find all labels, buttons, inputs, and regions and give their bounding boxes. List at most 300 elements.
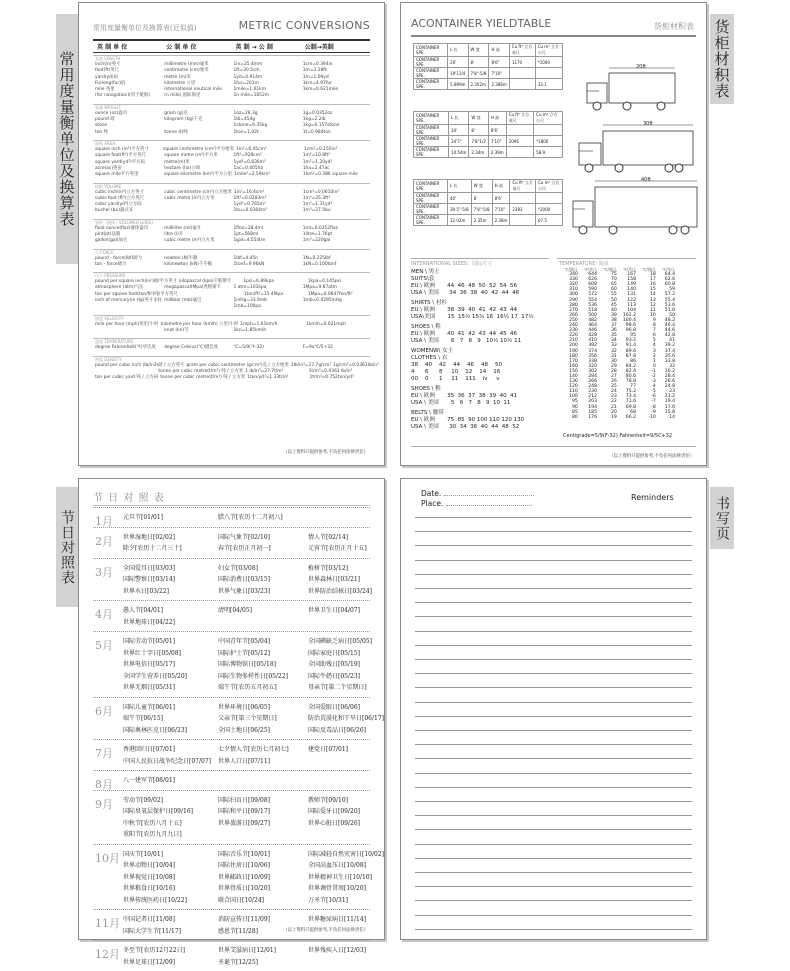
- metric-cell: 1ac=0.405ha: [233, 165, 264, 171]
- holiday-entry: 母亲节[第二个星期日]: [308, 684, 367, 691]
- temp-cell: 39.2: [664, 343, 675, 349]
- size-block: [411, 324, 551, 345]
- metric-cell: tonne per cubic metre(t/m³) 吨 / 立方米: [160, 375, 246, 381]
- temp-cell: 104: [627, 307, 636, 313]
- yield-value-cell: 33.1: [535, 79, 562, 90]
- metric-section-label: 面积 AREA: [95, 141, 116, 146]
- temp-rule: [557, 258, 696, 259]
- temp-cell: 500: [588, 312, 597, 318]
- holiday-entry: 国际反毒品日[06/26]: [308, 726, 366, 734]
- temp-cell: 310: [569, 287, 578, 293]
- yield-size-cell: 2.35m: [471, 215, 492, 226]
- temp-cell: 536: [588, 302, 597, 308]
- temp-cell: 95: [571, 399, 578, 405]
- writing-line: [415, 915, 692, 916]
- metric-cell: knot (kn)节: [164, 327, 189, 333]
- temp-cell: 482: [588, 317, 597, 323]
- metric-cell: bushel (bu)蒲式耳: [95, 208, 134, 214]
- temp-cell: 10: [649, 312, 656, 318]
- temp-cell: 140: [569, 373, 578, 379]
- holiday-column: [123, 512, 163, 524]
- metric-cell: ton per square foot(ton/ft²)吨/平方英尺: [95, 291, 178, 297]
- metric-cell: degree Fahrenheit(℉)华氏度: [95, 345, 156, 351]
- size-line-values: EU \ 欧洲 75 85 90 100 110 120 130: [411, 417, 525, 423]
- size-line-values: EU \ 欧洲 38 39 40 41 42 43 44: [411, 307, 518, 313]
- yield-header-cell: Cu m³ 立方公尺: [535, 44, 562, 57]
- temp-cell: 8: [652, 323, 656, 329]
- yield-size-cell: 7'8"-5/8: [468, 68, 489, 79]
- temp-cell: 60.8: [664, 282, 675, 288]
- sizes-title: INTERNATIONAL SIZES：国际尺寸: [411, 261, 493, 267]
- temp-cell: 113: [627, 302, 636, 308]
- yield-header-cell: Cu ft³ 立方英尺: [506, 112, 533, 125]
- yield-row-label: CONTAINER SPE.: [414, 215, 448, 226]
- holiday-column: [218, 512, 283, 524]
- yield-header-cell: Cu ft³ 立方英尺: [509, 44, 535, 57]
- tab-container: [710, 14, 734, 104]
- writing-line: [415, 716, 692, 717]
- metric-cell: pint(pt)品脱: [95, 231, 121, 237]
- holiday-footnote: （以上资料只提供参考,不负任何法律责任）: [283, 928, 368, 933]
- yield-size-cell: 2.386m: [489, 79, 509, 90]
- writing-line: [415, 616, 692, 617]
- yield-size-cell: 8'6': [488, 125, 506, 136]
- holiday-title-rule: [93, 505, 370, 506]
- temp-cell: 110: [569, 389, 578, 395]
- metric-cell: pound per cubic inch (lb/in3)磅 / 立方英寸: [95, 362, 185, 368]
- metric-row: [93, 130, 370, 136]
- holiday-entry: 感恩节[11/28]: [218, 927, 258, 935]
- holiday-entry: 国际和平日[09/17]: [218, 808, 270, 815]
- writing-line: [415, 829, 692, 830]
- holiday-column: [308, 914, 366, 926]
- truck-20ft: [587, 64, 675, 110]
- yield-size-cell: 34'7": [449, 136, 469, 147]
- temp-cell: 21.2: [664, 394, 675, 400]
- yield-size-cell: 8'6": [489, 57, 509, 68]
- metric-cell: 1ft³=0.0283m³: [233, 195, 267, 201]
- metric-cell: 1litre=1.76pt: [302, 231, 333, 237]
- tab-container-label: 货柜材积表: [712, 19, 731, 99]
- temp-cell: 464: [588, 323, 597, 329]
- metric-cell: 1oz=28.3g: [233, 110, 258, 116]
- container-title-rule: [411, 35, 696, 37]
- size-block: [411, 348, 551, 383]
- temp-cell: 320: [569, 282, 578, 288]
- temp-cell: 194: [588, 404, 597, 410]
- metric-header: 公制→英制: [304, 44, 334, 51]
- writing-line: [415, 758, 692, 759]
- holiday-month: [93, 770, 370, 790]
- temp-cell: 64.4: [664, 272, 675, 278]
- temp-cell: 180: [569, 353, 578, 359]
- temp-cell: 30.2: [664, 368, 675, 374]
- temp-cell: 19: [610, 414, 617, 420]
- temp-cell: 50: [610, 297, 617, 303]
- metric-cell: [301, 304, 370, 310]
- temp-cell: 572: [588, 292, 597, 298]
- temp-cell: 122: [627, 297, 636, 303]
- metric-section-label: 温度 TEMPERATURE: [95, 339, 134, 345]
- temp-cell: 32: [610, 348, 617, 354]
- temp-cell: 78.8: [625, 379, 636, 385]
- metric-cell: 1km/h=0.621mph: [306, 321, 347, 327]
- temp-cell: 18: [649, 272, 656, 278]
- temp-cell: 53.6: [664, 302, 675, 308]
- size-sub: CLOTHES \ 衣: [411, 355, 448, 361]
- metric-cell: 1in=25.4mm: [233, 62, 263, 67]
- tab-metric-label: 常用度量衡单位及换算表: [57, 51, 76, 227]
- holiday-entry: 世界气象日[03/23]: [218, 587, 270, 595]
- metric-header-row: [93, 39, 370, 53]
- holiday-entry: 世界旅游日[09/27]: [218, 819, 270, 827]
- writing-line: [415, 687, 692, 688]
- metric-cell: 1Mpa=0.0647ton/ft²: [307, 291, 353, 297]
- writing-page: [400, 478, 707, 940]
- yield-size-cell: 39.5"-5/8: [448, 204, 472, 215]
- temp-cell: 7: [652, 328, 656, 334]
- metric-cell: 1kn=1.85km/h: [233, 327, 267, 333]
- temp-cell: 96.8: [625, 328, 636, 334]
- holiday-column: [123, 636, 187, 694]
- temp-cell: -5: [651, 389, 656, 395]
- temp-cell: 87.8: [625, 353, 636, 359]
- metric-page: [78, 2, 385, 466]
- yield-header-row: [414, 44, 563, 57]
- metric-cell: 1N=0.225lbf: [302, 255, 331, 261]
- temp-cell: 230: [588, 389, 597, 395]
- metric-cell: 1floz=28.4ml: [233, 225, 264, 231]
- temp-cell: 32: [669, 363, 675, 369]
- temp-cell: 131: [627, 292, 636, 298]
- metric-cell: tonne (t)吨: [164, 129, 188, 135]
- yield-value-cell: [506, 147, 533, 158]
- place-text: Place.: [421, 499, 444, 508]
- yield-header-row: [414, 180, 563, 193]
- temp-cell: 302: [588, 368, 597, 374]
- yield-row: [414, 193, 563, 204]
- yield-size-cell: 12.02m: [448, 215, 472, 226]
- metric-cell: atmosphere (atm)气压: [95, 285, 144, 291]
- yield-size-cell: 2.34m: [469, 147, 488, 158]
- metric-row: [93, 328, 370, 334]
- size-head: MEN \ 男士: [411, 269, 440, 275]
- tab-writing-label: 书写页: [714, 495, 730, 541]
- metric-cell: 1kN=0.100tonf: [302, 261, 337, 267]
- truck-30ft-label: 30ft: [643, 121, 653, 127]
- metric-section: [93, 315, 370, 335]
- metric-section-label: 力 FORCE: [95, 249, 114, 255]
- metric-cell: cubic metre (m³)立方米: [164, 195, 215, 201]
- yield-value-cell: [534, 125, 563, 136]
- metric-cell: international nautical mile: [164, 87, 222, 93]
- temp-cell: 19.4: [664, 399, 675, 405]
- holiday-entry: 世界地球日[04/22]: [123, 618, 175, 626]
- writing-line: [415, 886, 692, 887]
- size-block: [411, 300, 551, 321]
- holiday-entry: 世界视觉日[10/08]: [123, 873, 175, 881]
- holiday-entry: 国际生物多样性日[05/22]: [218, 672, 288, 680]
- holiday-month-label: 9月: [95, 797, 113, 811]
- holiday-column: [218, 849, 270, 907]
- holiday-entry: 端午节[06/15]: [123, 715, 163, 722]
- yield-size-cell: 30': [449, 125, 469, 136]
- yield-row-label: CONTAINER SPE.: [414, 68, 448, 79]
- metric-cell: 1tonf=9.96kN: [233, 261, 265, 267]
- holiday-entry: 世界残疾人日[12/03]: [308, 947, 366, 954]
- metric-cell: square yard(yd²)平方码: [95, 159, 145, 165]
- holiday-entry: 世界环境日[06/05]: [218, 703, 270, 711]
- yield-header-cell: W 宽: [469, 112, 488, 125]
- temp-header-cell: ℉/华氏: [622, 267, 636, 272]
- temp-title: TEMPERATURE: 温度: [559, 261, 609, 267]
- truck-20ft-label: 20ft: [636, 64, 646, 70]
- temp-cell: 176: [588, 414, 597, 420]
- temp-cell: 86: [630, 358, 636, 364]
- temp-cell: 248: [588, 384, 597, 390]
- temp-cell: 102.2: [622, 312, 636, 318]
- metric-cell: millilitre (ml)毫升: [164, 225, 202, 231]
- metric-cell: acre(ac)英亩: [95, 165, 122, 171]
- temp-cell: 203: [588, 399, 597, 405]
- metric-cell: kilometre per hour (km/h) 公里/小时: [160, 321, 239, 327]
- holiday-column: [308, 849, 384, 907]
- temp-cell: 70: [610, 277, 617, 283]
- metric-cell: 1gal=4.55litre: [233, 238, 266, 244]
- yield-value-cell: 58.9: [534, 147, 563, 158]
- temp-cell: 290: [569, 297, 578, 303]
- sizes-rule: [411, 258, 549, 259]
- temp-cell: 62.6: [664, 277, 675, 283]
- temp-cell: 200: [569, 343, 578, 349]
- tab-holidays-label: 节日对照表: [59, 509, 75, 585]
- temp-cell: 518: [588, 307, 597, 313]
- temp-cell: 340: [569, 272, 578, 278]
- writing-line: [415, 900, 692, 901]
- holiday-column: [218, 532, 271, 555]
- temp-cell: 95: [630, 333, 636, 339]
- temp-cell: 374: [588, 348, 597, 354]
- yield-row-label: CONTAINER SPE.: [414, 125, 449, 136]
- writing-line: [415, 588, 692, 589]
- metric-section-label: 体积 VOLUME: [95, 183, 122, 189]
- metric-cell: 1g=0.0352oz: [302, 110, 333, 116]
- temp-cell: 0: [652, 363, 656, 369]
- temp-cell: 17: [649, 277, 656, 283]
- holiday-entry: 妇女节[03/08]: [218, 564, 258, 572]
- metric-section: [93, 356, 379, 382]
- metric-section-label: 容积（液体）VOLUME(FLUIDS): [95, 219, 153, 225]
- temp-cell: 15: [649, 287, 656, 293]
- holiday-entry: 全国土地日[06/25]: [218, 726, 270, 734]
- writing-line: [415, 702, 692, 703]
- metric-cell: 1lbf=4.45n: [233, 255, 259, 261]
- metric-cell: square metre (m²)平方米: [164, 153, 218, 159]
- temp-cell: 77: [630, 384, 636, 390]
- metric-cell: square foot(ft²)平方英尺: [95, 153, 146, 159]
- temp-cell: 60: [610, 287, 617, 293]
- holiday-column: [123, 605, 175, 628]
- holiday-entry: 国际警察日[03/14]: [123, 576, 175, 583]
- metric-title-en: METRIC CONVERSIONS: [238, 19, 370, 32]
- holiday-column: [123, 795, 193, 841]
- metric-cell: 1lb/in³=27.7g/cm³: [290, 362, 332, 368]
- metric-cell: 1mile=1.61km: [233, 87, 266, 93]
- temp-cell: 25: [610, 384, 617, 390]
- yield-value-cell: 2096: [506, 136, 533, 147]
- temp-cell: 300: [569, 292, 578, 298]
- temp-cell: 270: [569, 307, 578, 313]
- holiday-entry: 国际大学生节[11/17]: [123, 927, 181, 935]
- writing-line: [415, 815, 692, 816]
- writing-line: [415, 574, 692, 575]
- writing-line: [415, 858, 692, 859]
- container-foot-rule: [411, 446, 696, 447]
- holiday-entry: 全国碘缺乏病日[05/05]: [308, 638, 372, 645]
- metric-section: [93, 338, 370, 351]
- temp-cell: 34: [610, 338, 617, 344]
- date-label: [421, 489, 534, 498]
- yield-header-cell: Cu m³ 立方公尺: [534, 112, 563, 125]
- yield-size-cell: 2.352m: [468, 79, 489, 90]
- yield-value-cell: 1170: [509, 57, 535, 68]
- temp-cell: 33.8: [664, 358, 675, 364]
- metric-row: [93, 375, 370, 381]
- yield-row: [414, 136, 563, 147]
- holiday-month: [93, 940, 370, 971]
- writing-line: [415, 773, 692, 774]
- temp-cell: -8: [651, 404, 656, 410]
- yield-table-2: [413, 111, 563, 158]
- temp-cell: 149: [627, 282, 636, 288]
- metric-cell: millibar (mb)毫巴: [164, 298, 202, 304]
- size-head: WOMENW\ 女士: [411, 348, 454, 354]
- yield-table-3: [413, 179, 563, 226]
- yield-row-label: CONTAINER SPE.: [414, 44, 448, 57]
- holiday-entry: 父亲节[第三个星期日]: [218, 715, 277, 722]
- holiday-entry: 建党日[07/01]: [308, 746, 348, 753]
- temp-cell: 30: [610, 358, 617, 364]
- holiday-column: [218, 702, 277, 737]
- temp-cell: 57.2: [664, 292, 675, 298]
- temp-cell: 158: [627, 277, 636, 283]
- holiday-entry: 世界水日[03/22]: [123, 587, 169, 595]
- temp-cell: 91.4: [625, 343, 636, 349]
- size-head: BELTS \ 腰带: [411, 410, 444, 416]
- metric-cell: kilopascal (kpa)千帕斯卡: [179, 279, 232, 285]
- yield-size-cell: 40': [448, 193, 472, 204]
- holiday-column: [123, 849, 187, 907]
- holiday-entry: 国际气象节[02/10]: [218, 533, 270, 541]
- holiday-entry: 世界艾滋病日[12/01]: [218, 947, 276, 954]
- metric-cell: cubic yard(yd³)立方码: [95, 202, 142, 208]
- temp-cell: 240: [569, 323, 578, 329]
- metric-cell: kilogram (kg)千克: [164, 117, 203, 123]
- holiday-entry: 除夕[农历十二月三十]: [123, 545, 182, 552]
- holiday-entry: 愚人节[04/01]: [123, 607, 163, 614]
- holiday-entry: 国际扫盲日[09/08]: [218, 796, 270, 804]
- holiday-entry: 世界防治结核日[03/24]: [308, 587, 372, 595]
- writing-line: [415, 872, 692, 873]
- metric-cell: 1ton/yd³=1.33t/m³: [247, 375, 289, 381]
- metric-cell: 1kpa=0.145psi: [307, 279, 342, 285]
- metric-cell: [93, 328, 162, 334]
- holiday-entry: 世界精神卫生日[10/10]: [308, 873, 372, 881]
- temp-cell: 48.2: [664, 317, 675, 323]
- yield-value-cell: [510, 193, 536, 204]
- holiday-entry: 全国爱眼日[06/06]: [308, 703, 360, 711]
- metric-row: [93, 304, 370, 310]
- temp-cell: 42.8: [664, 333, 675, 339]
- temp-cell: 85: [571, 409, 578, 415]
- temp-cell: 160: [569, 363, 578, 369]
- temp-cell: 55: [610, 292, 617, 298]
- yield-value-cell: *1800: [534, 136, 563, 147]
- metric-section: [93, 219, 370, 245]
- yield-size-cell: 5.899m: [448, 79, 468, 90]
- temp-cell: 428: [588, 333, 597, 339]
- metric-cell: 1yd=0.914m: [233, 74, 263, 80]
- metric-cell: 1m²=10.8ft²: [302, 153, 330, 159]
- yield-row: [414, 204, 563, 215]
- metric-cell: mile per hour (mph)英里/小时: [95, 321, 159, 327]
- metric-cell: fluid ounce(floz)液体盎司: [95, 225, 149, 231]
- size-head: SHIRTS \ 衬衫: [411, 300, 447, 306]
- temp-cell: 40: [610, 307, 617, 313]
- metric-cell: metre (m)米: [164, 74, 191, 80]
- temp-cell: 5: [652, 338, 656, 344]
- temp-cell: 28: [610, 368, 617, 374]
- holiday-column: [308, 563, 372, 598]
- size-line-values: EU \ 欧洲 40 41 42 43 44 45 46: [411, 331, 518, 337]
- temp-cell: 24.8: [664, 384, 675, 390]
- metric-header: 公 制 单 位: [166, 44, 197, 51]
- holiday-entry: 中秋节[农历八月十五]: [123, 819, 182, 827]
- temp-cell: -2: [651, 373, 656, 379]
- yield-size-cell: 2.38m: [492, 215, 510, 226]
- holiday-entry: 情人节[02/14]: [308, 533, 348, 541]
- metric-cell: ℃=5/9(℉-32): [233, 345, 264, 351]
- size-line-values: 38 40 42 44 46 48 50: [411, 362, 502, 368]
- yield-header-cell: Cu ft³ 立方英尺: [510, 180, 536, 193]
- holiday-column: [123, 914, 181, 937]
- temp-cell: 4: [652, 343, 656, 349]
- holiday-entry: 国际博物馆日[05/18]: [218, 661, 276, 668]
- holiday-entry: 世界电信日[05/17]: [123, 661, 175, 668]
- metric-cell: cubic centimetre (cm³)立方厘米: [164, 189, 232, 195]
- temp-cell: 410: [588, 338, 597, 344]
- writing-line: [415, 645, 692, 646]
- temp-cell: 266: [588, 379, 597, 385]
- metric-cell: millimetre (mm)毫米: [164, 62, 209, 67]
- holiday-entry: 全国学生营养日[05/20]: [123, 672, 187, 680]
- metric-cell: 1mb=0.0295inHg: [302, 298, 342, 304]
- holiday-month-label: 12月: [95, 948, 120, 961]
- temp-cell: 59: [669, 287, 675, 293]
- metric-cell: hectare (ha)公顷: [164, 165, 201, 171]
- temp-cell: 338: [588, 358, 597, 364]
- temp-cell: -3: [651, 379, 656, 385]
- metric-row: [93, 93, 370, 99]
- temp-cell: 23: [669, 389, 675, 395]
- holiday-column: [218, 636, 288, 694]
- temp-cell: 140: [627, 287, 636, 293]
- temp-cell: 170: [569, 358, 578, 364]
- holiday-month: [93, 631, 370, 697]
- holiday-month-label: 10月: [95, 851, 120, 865]
- metric-cell: centimetre (cm)厘米: [164, 68, 209, 74]
- holiday-column: [123, 744, 211, 767]
